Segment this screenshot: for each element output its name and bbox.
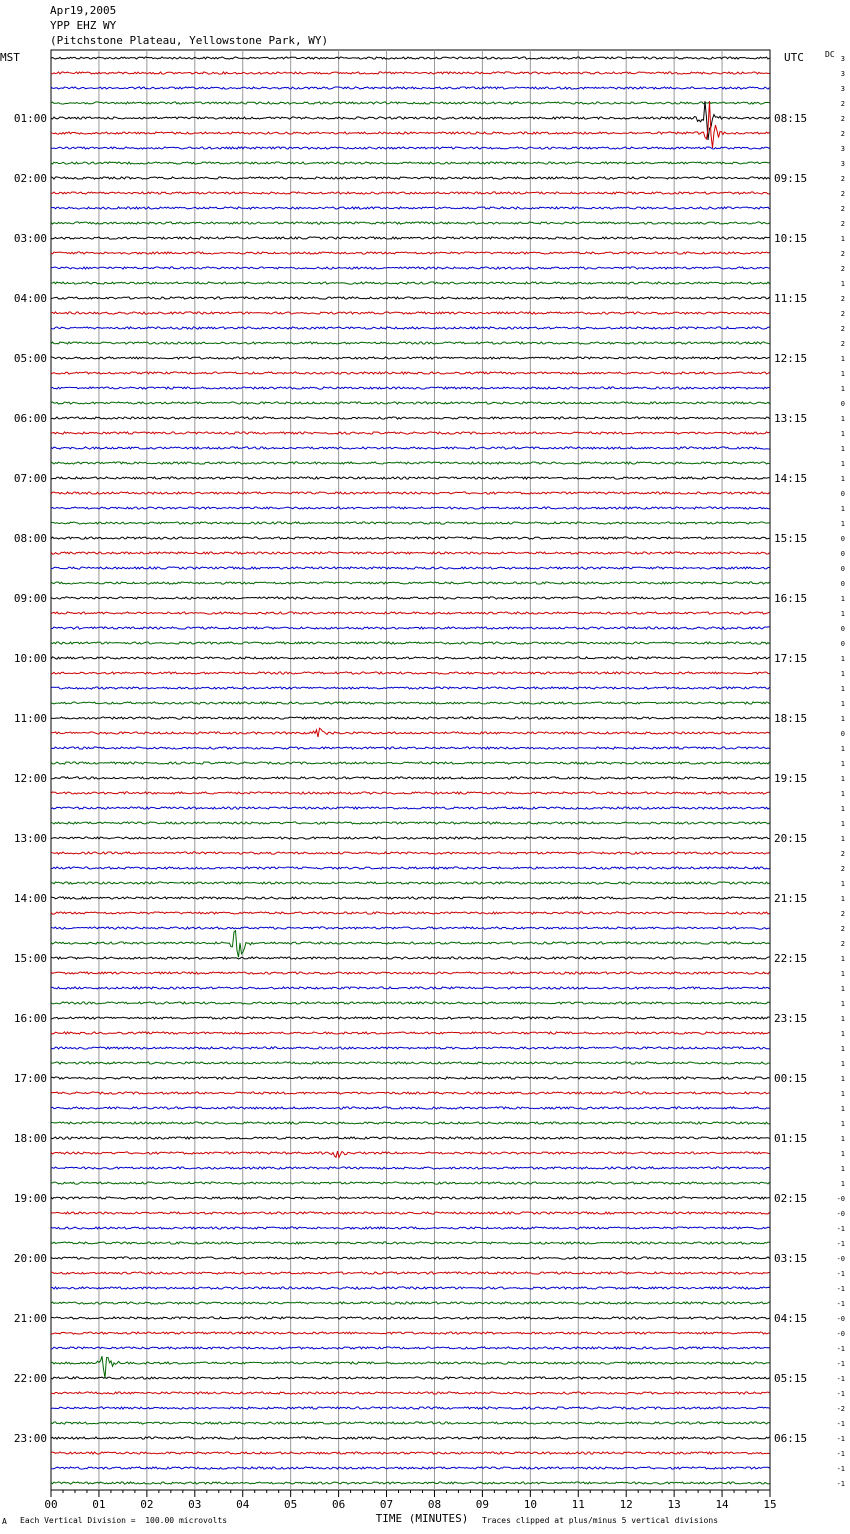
dc-value: 2 <box>840 325 845 333</box>
hour-label-right: 18:15 <box>774 712 808 725</box>
dc-value: 2 <box>840 115 845 123</box>
dc-value: 1 <box>840 1105 845 1113</box>
hour-label-right: 21:15 <box>774 892 808 905</box>
trace-51 <box>51 822 770 824</box>
x-tick-label: 05 <box>284 1498 298 1511</box>
trace-69 <box>51 1092 770 1094</box>
hour-label-left: 10:00 <box>13 652 47 665</box>
dc-value: 1 <box>840 475 845 483</box>
dc-value: 1 <box>840 385 845 393</box>
hour-label-left: 04:00 <box>13 292 47 305</box>
dc-value: -1 <box>836 1240 845 1248</box>
trace-14 <box>51 267 770 269</box>
hour-label-left: 21:00 <box>13 1312 47 1325</box>
dc-value: 1 <box>840 715 845 723</box>
dc-value: 1 <box>840 1045 845 1053</box>
dc-value: 1 <box>840 355 845 363</box>
dc-value: -1 <box>836 1420 845 1428</box>
trace-42 <box>51 687 770 689</box>
trace-76 <box>51 1197 770 1199</box>
dc-value: 0 <box>840 535 845 543</box>
dc-value: 1 <box>840 880 845 888</box>
trace-13 <box>51 252 770 254</box>
x-tick-label: 01 <box>92 1498 106 1511</box>
hour-label-left: 06:00 <box>13 412 47 425</box>
trace-89 <box>51 1392 770 1394</box>
dc-value: 1 <box>840 1150 845 1158</box>
dc-value: 2 <box>840 865 845 873</box>
dc-value: 1 <box>840 775 845 783</box>
dc-value: 1 <box>840 610 845 618</box>
hour-label-left: 20:00 <box>13 1252 47 1265</box>
dc-value: 0 <box>840 580 845 588</box>
trace-46 <box>51 747 770 749</box>
dc-value: -1 <box>836 1270 845 1278</box>
trace-47 <box>51 762 770 764</box>
dc-value: 1 <box>840 280 845 288</box>
hour-label-left: 17:00 <box>13 1072 47 1085</box>
dc-value: 1 <box>840 1015 845 1023</box>
dc-value: -1 <box>836 1435 845 1443</box>
trace-26 <box>51 447 770 449</box>
trace-10 <box>51 207 770 209</box>
dc-value: 1 <box>840 670 845 678</box>
trace-38 <box>51 627 770 629</box>
trace-83 <box>51 1302 770 1304</box>
dc-value: 1 <box>840 1120 845 1128</box>
hour-label-left: 01:00 <box>13 112 47 125</box>
dc-value: 1 <box>840 1165 845 1173</box>
trace-12 <box>51 237 770 239</box>
x-axis-title: TIME (MINUTES) <box>375 1512 469 1525</box>
trace-91 <box>51 1422 770 1424</box>
trace-60 <box>51 957 770 959</box>
dc-value: 1 <box>840 760 845 768</box>
trace-81 <box>51 1272 770 1274</box>
trace-19 <box>51 342 770 344</box>
hour-label-right: 12:15 <box>774 352 808 365</box>
trace-56 <box>51 897 770 899</box>
dc-value: 1 <box>840 895 845 903</box>
trace-40 <box>51 657 770 659</box>
hour-label-left: 22:00 <box>13 1372 47 1385</box>
dc-value: 1 <box>840 985 845 993</box>
dc-value: 0 <box>840 400 845 408</box>
trace-34 <box>51 567 770 569</box>
dc-value: 1 <box>840 955 845 963</box>
trace-61 <box>51 972 770 974</box>
hour-label-left: 02:00 <box>13 172 47 185</box>
trace-9 <box>51 192 770 194</box>
station-code: YPP EHZ WY <box>50 19 117 32</box>
hour-label-left: 08:00 <box>13 532 47 545</box>
dc-value: 1 <box>840 445 845 453</box>
trace-55 <box>51 882 770 884</box>
trace-71 <box>51 1122 770 1124</box>
trace-90 <box>51 1407 770 1409</box>
trace-27 <box>51 462 770 464</box>
trace-50 <box>51 807 770 809</box>
trace-79 <box>51 1242 770 1244</box>
trace-72 <box>51 1137 770 1139</box>
dc-value: 2 <box>840 265 845 273</box>
trace-75 <box>51 1182 770 1184</box>
dc-value: 2 <box>840 175 845 183</box>
trace-65 <box>51 1032 770 1034</box>
hour-label-right: 00:15 <box>774 1072 808 1085</box>
left-axis-title: MST <box>0 51 20 64</box>
right-axis-title: UTC <box>784 51 804 64</box>
dc-value: -1 <box>836 1360 845 1368</box>
dc-value: 0 <box>840 550 845 558</box>
dc-value: -0 <box>836 1315 845 1323</box>
trace-48 <box>51 777 770 779</box>
dc-value: 0 <box>840 565 845 573</box>
trace-92 <box>51 1437 770 1439</box>
dc-value: 1 <box>840 460 845 468</box>
trace-3 <box>51 102 770 104</box>
dc-value: 1 <box>840 1090 845 1098</box>
hour-label-right: 09:15 <box>774 172 808 185</box>
trace-39 <box>51 642 770 644</box>
trace-6 <box>51 147 770 149</box>
trace-84 <box>51 1317 770 1319</box>
x-tick-label: 09 <box>475 1498 490 1511</box>
dc-value: 1 <box>840 1030 845 1038</box>
hour-label-left: 05:00 <box>13 352 47 365</box>
dc-value: 1 <box>840 820 845 828</box>
dc-header: DC <box>825 50 835 59</box>
trace-20 <box>51 357 770 359</box>
dc-value: 1 <box>840 685 845 693</box>
dc-value: 3 <box>840 145 845 153</box>
x-tick-label: 04 <box>236 1498 250 1511</box>
trace-78 <box>51 1227 770 1229</box>
dc-value: 2 <box>840 250 845 258</box>
dc-value: 1 <box>840 1075 845 1083</box>
trace-37 <box>51 612 770 614</box>
hour-label-right: 05:15 <box>774 1372 808 1385</box>
hour-label-left: 11:00 <box>13 712 47 725</box>
clip-note: Traces clipped at plus/minus 5 vertical divisions <box>482 1516 719 1525</box>
trace-70 <box>51 1107 770 1109</box>
hour-label-left: 16:00 <box>13 1012 47 1025</box>
trace-31 <box>51 522 770 524</box>
trace-88 <box>51 1377 770 1379</box>
dc-value: -1 <box>836 1450 845 1458</box>
trace-41 <box>51 672 770 674</box>
trace-44 <box>51 717 770 719</box>
dc-value: 2 <box>840 850 845 858</box>
trace-95 <box>51 1482 770 1484</box>
dc-value: 2 <box>840 340 845 348</box>
x-tick-label: 12 <box>619 1498 633 1511</box>
trace-16 <box>51 297 770 299</box>
hour-label-left: 03:00 <box>13 232 47 245</box>
dc-value: 2 <box>840 940 845 948</box>
trace-25 <box>51 432 770 434</box>
trace-33 <box>51 552 770 554</box>
dc-value: 1 <box>840 415 845 423</box>
hour-label-left: 23:00 <box>13 1432 47 1445</box>
dc-value: 1 <box>840 430 845 438</box>
x-tick-label: 06 <box>331 1498 346 1511</box>
hour-label-right: 22:15 <box>774 952 808 965</box>
trace-57 <box>51 912 770 914</box>
trace-15 <box>51 282 770 284</box>
hour-label-left: 15:00 <box>13 952 47 965</box>
x-tick-label: 03 <box>188 1498 202 1511</box>
dc-value: 1 <box>840 655 845 663</box>
x-tick-label: 02 <box>140 1498 154 1511</box>
dc-value: 1 <box>840 520 845 528</box>
dc-value: 2 <box>840 100 845 108</box>
trace-53 <box>51 852 770 854</box>
dc-value: -0 <box>836 1255 845 1263</box>
trace-11 <box>51 222 770 224</box>
dc-value: -1 <box>836 1390 845 1398</box>
dc-value: 3 <box>840 70 845 78</box>
trace-59 <box>51 931 770 958</box>
station-location: (Pitchstone Plateau, Yellowstone Park, WY) <box>50 34 329 47</box>
trace-2 <box>51 87 770 89</box>
dc-value: 2 <box>840 310 845 318</box>
dc-value: 3 <box>840 160 845 168</box>
trace-58 <box>51 927 770 929</box>
dc-value: -0 <box>836 1210 845 1218</box>
dc-value: 0 <box>840 730 845 738</box>
trace-36 <box>51 597 770 599</box>
x-tick-label: 11 <box>571 1498 585 1511</box>
hour-label-left: 18:00 <box>13 1132 47 1145</box>
trace-62 <box>51 987 770 989</box>
trace-93 <box>51 1452 770 1454</box>
trace-21 <box>51 372 770 374</box>
hour-label-right: 16:15 <box>774 592 808 605</box>
corner-mark: A <box>2 1517 7 1526</box>
dc-value: 2 <box>840 295 845 303</box>
trace-23 <box>51 402 770 404</box>
dc-value: 1 <box>840 1180 845 1188</box>
trace-77 <box>51 1212 770 1214</box>
hour-label-right: 15:15 <box>774 532 808 545</box>
hour-label-right: 03:15 <box>774 1252 808 1265</box>
dc-value: -1 <box>836 1480 845 1488</box>
hour-label-right: 23:15 <box>774 1012 808 1025</box>
hour-label-left: 12:00 <box>13 772 47 785</box>
trace-66 <box>51 1047 770 1049</box>
trace-45 <box>51 728 770 737</box>
trace-86 <box>51 1347 770 1349</box>
dc-value: 1 <box>840 595 845 603</box>
hour-label-right: 10:15 <box>774 232 808 245</box>
x-tick-label: 15 <box>763 1498 777 1511</box>
trace-0 <box>51 57 770 59</box>
dc-value: 0 <box>840 490 845 498</box>
hour-label-right: 01:15 <box>774 1132 808 1145</box>
trace-73 <box>51 1151 770 1157</box>
trace-64 <box>51 1017 770 1019</box>
hour-label-right: 02:15 <box>774 1192 808 1205</box>
dc-value: 1 <box>840 790 845 798</box>
record-date: Apr19,2005 <box>50 4 117 17</box>
trace-29 <box>51 492 770 494</box>
dc-value: -0 <box>836 1330 845 1338</box>
dc-value: 0 <box>840 625 845 633</box>
x-tick-label: 08 <box>427 1498 442 1511</box>
hour-label-right: 20:15 <box>774 832 808 845</box>
scale-note: Each Vertical Division = 100.00 microvolts <box>20 1516 228 1525</box>
dc-value: 1 <box>840 1135 845 1143</box>
trace-35 <box>51 582 770 584</box>
hour-label-right: 11:15 <box>774 292 808 305</box>
trace-49 <box>51 792 770 794</box>
dc-value: 2 <box>840 205 845 213</box>
dc-value: -1 <box>836 1300 845 1308</box>
dc-value: 2 <box>840 190 845 198</box>
trace-8 <box>51 177 770 179</box>
trace-32 <box>51 537 770 539</box>
trace-94 <box>51 1467 770 1469</box>
hour-label-left: 19:00 <box>13 1192 47 1205</box>
hour-label-right: 19:15 <box>774 772 808 785</box>
dc-value: 1 <box>840 700 845 708</box>
dc-value: 3 <box>840 55 845 63</box>
dc-value: -1 <box>836 1225 845 1233</box>
trace-43 <box>51 702 770 704</box>
trace-52 <box>51 837 770 839</box>
x-tick-label: 13 <box>667 1498 681 1511</box>
hour-label-right: 06:15 <box>774 1432 808 1445</box>
x-tick-label: 14 <box>715 1498 729 1511</box>
dc-value: 1 <box>840 235 845 243</box>
dc-value: 1 <box>840 745 845 753</box>
trace-30 <box>51 507 770 509</box>
trace-82 <box>51 1287 770 1289</box>
trace-7 <box>51 162 770 164</box>
dc-value: -1 <box>836 1465 845 1473</box>
hour-label-left: 07:00 <box>13 472 47 485</box>
hour-label-left: 09:00 <box>13 592 47 605</box>
hour-label-right: 08:15 <box>774 112 808 125</box>
dc-value: -1 <box>836 1345 845 1353</box>
dc-value: 2 <box>840 910 845 918</box>
dc-value: 0 <box>840 640 845 648</box>
trace-24 <box>51 417 770 419</box>
trace-54 <box>51 867 770 869</box>
dc-value: -1 <box>836 1375 845 1383</box>
dc-value: -1 <box>836 1285 845 1293</box>
trace-87 <box>51 1356 770 1378</box>
dc-value: 1 <box>840 370 845 378</box>
trace-68 <box>51 1077 770 1079</box>
dc-value: -0 <box>836 1195 845 1203</box>
trace-1 <box>51 72 770 74</box>
trace-74 <box>51 1167 770 1169</box>
dc-value: 3 <box>840 85 845 93</box>
hour-label-right: 17:15 <box>774 652 808 665</box>
hour-label-left: 14:00 <box>13 892 47 905</box>
dc-value: 2 <box>840 130 845 138</box>
x-tick-label: 10 <box>523 1498 537 1511</box>
trace-17 <box>51 312 770 314</box>
trace-67 <box>51 1062 770 1064</box>
trace-5 <box>51 101 770 148</box>
trace-22 <box>51 387 770 389</box>
dc-value: 2 <box>840 220 845 228</box>
trace-80 <box>51 1257 770 1259</box>
dc-value: 1 <box>840 835 845 843</box>
dc-value: 1 <box>840 1000 845 1008</box>
dc-value: 1 <box>840 805 845 813</box>
dc-value: -2 <box>836 1405 845 1413</box>
dc-value: 1 <box>840 1060 845 1068</box>
x-tick-label: 07 <box>379 1498 394 1511</box>
trace-28 <box>51 477 770 479</box>
hour-label-right: 04:15 <box>774 1312 808 1325</box>
trace-63 <box>51 1002 770 1004</box>
trace-85 <box>51 1332 770 1334</box>
trace-18 <box>51 327 770 329</box>
dc-value: 1 <box>840 970 845 978</box>
dc-value: 1 <box>840 505 845 513</box>
dc-value: 2 <box>840 925 845 933</box>
hour-label-right: 13:15 <box>774 412 808 425</box>
hour-label-right: 14:15 <box>774 472 808 485</box>
x-tick-label: 00 <box>44 1498 58 1511</box>
hour-label-left: 13:00 <box>13 832 47 845</box>
